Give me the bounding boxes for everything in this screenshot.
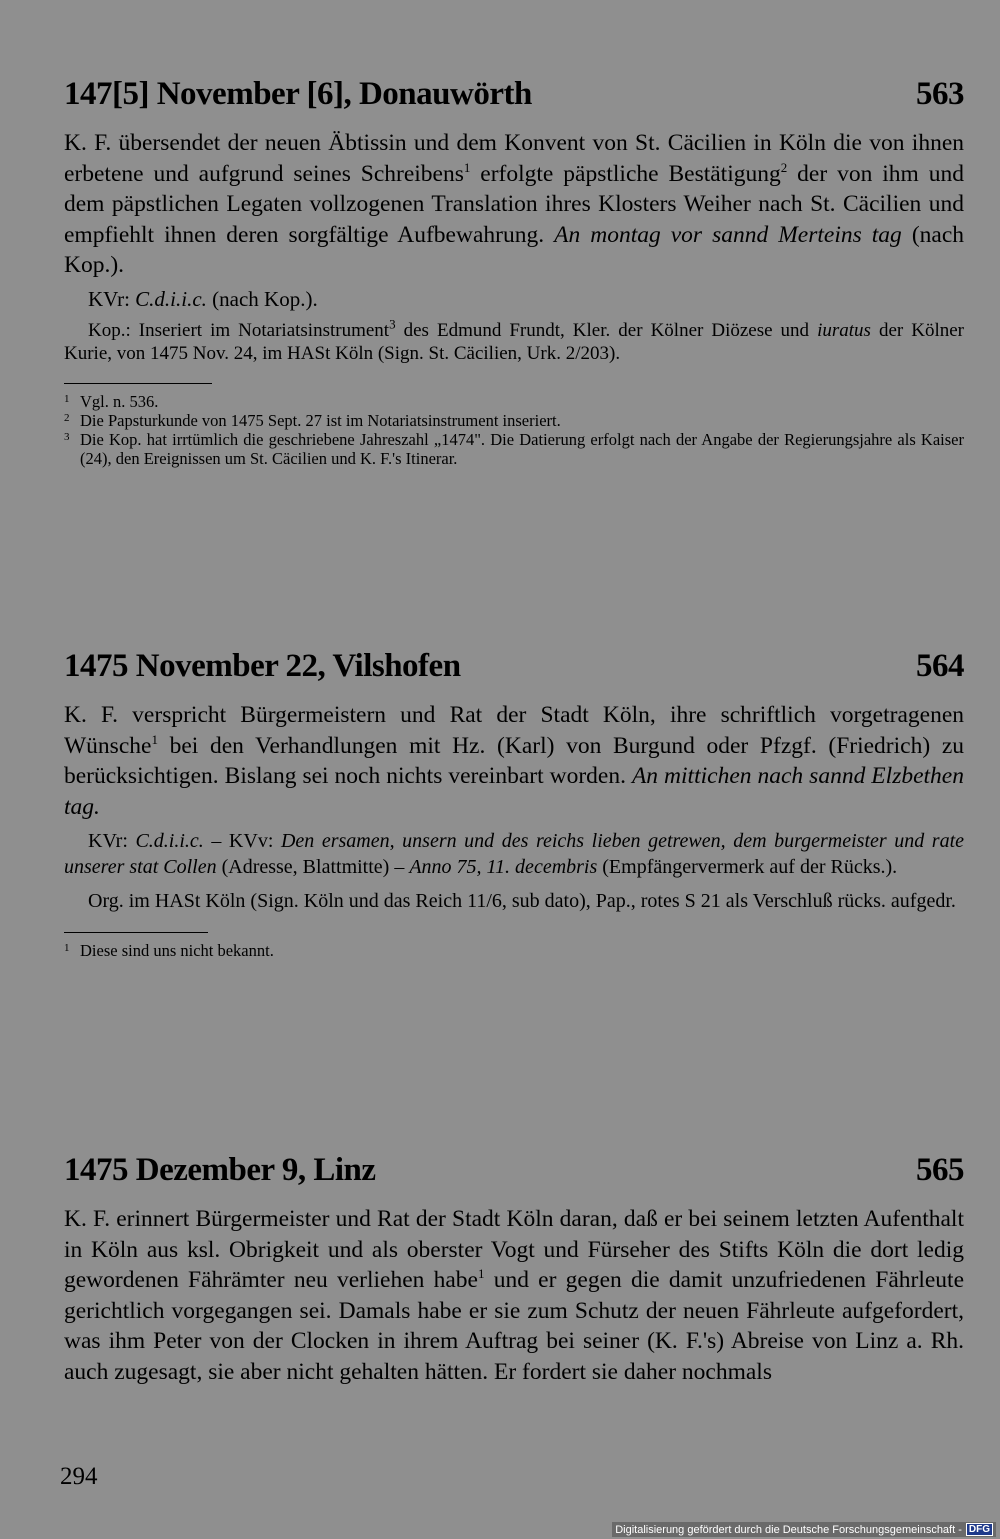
kvr-note: KVr: C.d.i.i.c. (nach Kop.). [88, 286, 318, 311]
entry-563 [64, 74, 964, 468]
entry-565 [64, 1150, 964, 1387]
entry-heading [64, 646, 964, 686]
entry-heading [64, 1150, 964, 1190]
footnote-ref: 1 [151, 731, 158, 747]
footnote: 1 Diese sind uns nicht bekannt. [64, 941, 274, 960]
entry-date-place: 1475 November 22, Vilshofen [64, 648, 461, 684]
footnote: 1 Vgl. n. 536. [64, 391, 159, 411]
entry-date-place: 147[5] November [6], Donauwörth [64, 76, 532, 112]
kvr-note: KVr: C.d.i.i.c. – KVv: Den ersamen, unsern und des reichs lieben getrewen, dem burgermeister und rate unserer stat Collen (Adresse, Blattmitte) – Anno 75, 11. decembris (Empfängervermerk auf der Rücks.). [64, 830, 965, 878]
kop-note: Kop.: Inseriert im Notariatsinstrument$^3$ des Edmund Frundt, Kler. der Kölner Diözese und iuratus der Kölner Kurie, von 1475 Nov. 24, im HASt Köln (Sign. St. Cäcilien, Urk. 2/203). [64, 316, 964, 364]
footnote-divider [64, 383, 212, 384]
footnote-ref: 1 [463, 159, 471, 175]
entry-heading [64, 74, 964, 114]
footnotes [64, 392, 964, 468]
digitization-credit [612, 1522, 996, 1537]
regest-text: K. F. übersendet der neuen Äbtissin und dem Konvent von St. Cäcilien in Köln die von ihnen erbetene und aufgrund seines Schreibens$^1$ erfolgte päpstliche Bestätigung$^2$ der von ihm und dem päpstlichen Legaten vollzogenen Translation ihres Klosters Weiher nach St. Cäcilien und empfiehlt ihnen deren sorgfältige Aufbewahrung. An montag vor sannd Merteins tag (nach Kop.). [64, 130, 965, 278]
entry-number: 564 [916, 648, 964, 684]
regest-text: K. F. erinnert Bürgermeister und Rat der Stadt Köln daran, daß er bei seinem letzten Aufenthalt in Köln aus ksl. Obrigkeit und als oberster Vogt und Fürseher des Stifts Köln die dort ledig gewordenen Fährämter neu verliehen habe$^1$ und er gegen die damit unzufriedenen Fährleute gerichtlich vorgegangen sei. Damals habe er sie zum Schutz der neuen Fährleute aufgefordert, was ihm Peter von der Clocken in ihrem Auftrag bei seiner (K. F.'s) Abreise von Linz a. Rh. auch zugesagt, sie aber nicht gehalten hätten. Er fordert sie daher nochmals [64, 1206, 965, 1385]
footnote-divider [64, 932, 208, 933]
entry-564 [64, 646, 964, 960]
footnote-ref: 1 [478, 1266, 485, 1282]
dfg-logo: DFG [966, 1523, 993, 1536]
entry-number: 565 [916, 1152, 964, 1188]
regest-text: K. F. verspricht Bürgermeistern und Rat der Stadt Köln, ihre schriftlich vorgetragenen Wünsche$^1$ bei den Verhandlungen mit Hz. (Karl) von Burgund oder Pfzgf. (Friedrich) zu berücksichtigen. Bislang sei noch nichts vereinbart worden. An mittichen nach sannd Elzbethen tag. [64, 702, 964, 820]
footnote-ref: 3 [389, 316, 396, 332]
footnote-ref: 2 [780, 159, 788, 175]
footnote: 3 Die Kop. hat irrtümlich die geschriebene Jahreszahl „1474". Die Datierung erfolgt nach der Angabe der Regierungsjahre als Kaiser (24), den Ereignissen um St. Cäcilien und K. F.'s Itinerar. [64, 429, 964, 468]
footnotes [64, 941, 964, 960]
page-number: 294 [60, 1463, 98, 1490]
entry-date-place: 1475 Dezember 9, Linz [64, 1152, 376, 1188]
credit-text: Digitalisierung gefördert durch die Deutsche Forschungsgemeinschaft - [615, 1523, 962, 1536]
entry-number: 563 [916, 76, 964, 112]
footnote: 2 Die Papsturkunde von 1475 Sept. 27 ist im Notariatsinstrument inseriert. [64, 410, 561, 430]
org-note: Org. im HASt Köln (Sign. Köln und das Reich 11/6, sub dato), Pap., rotes S 21 als Verschluß rücks. aufgedr. [88, 890, 956, 912]
